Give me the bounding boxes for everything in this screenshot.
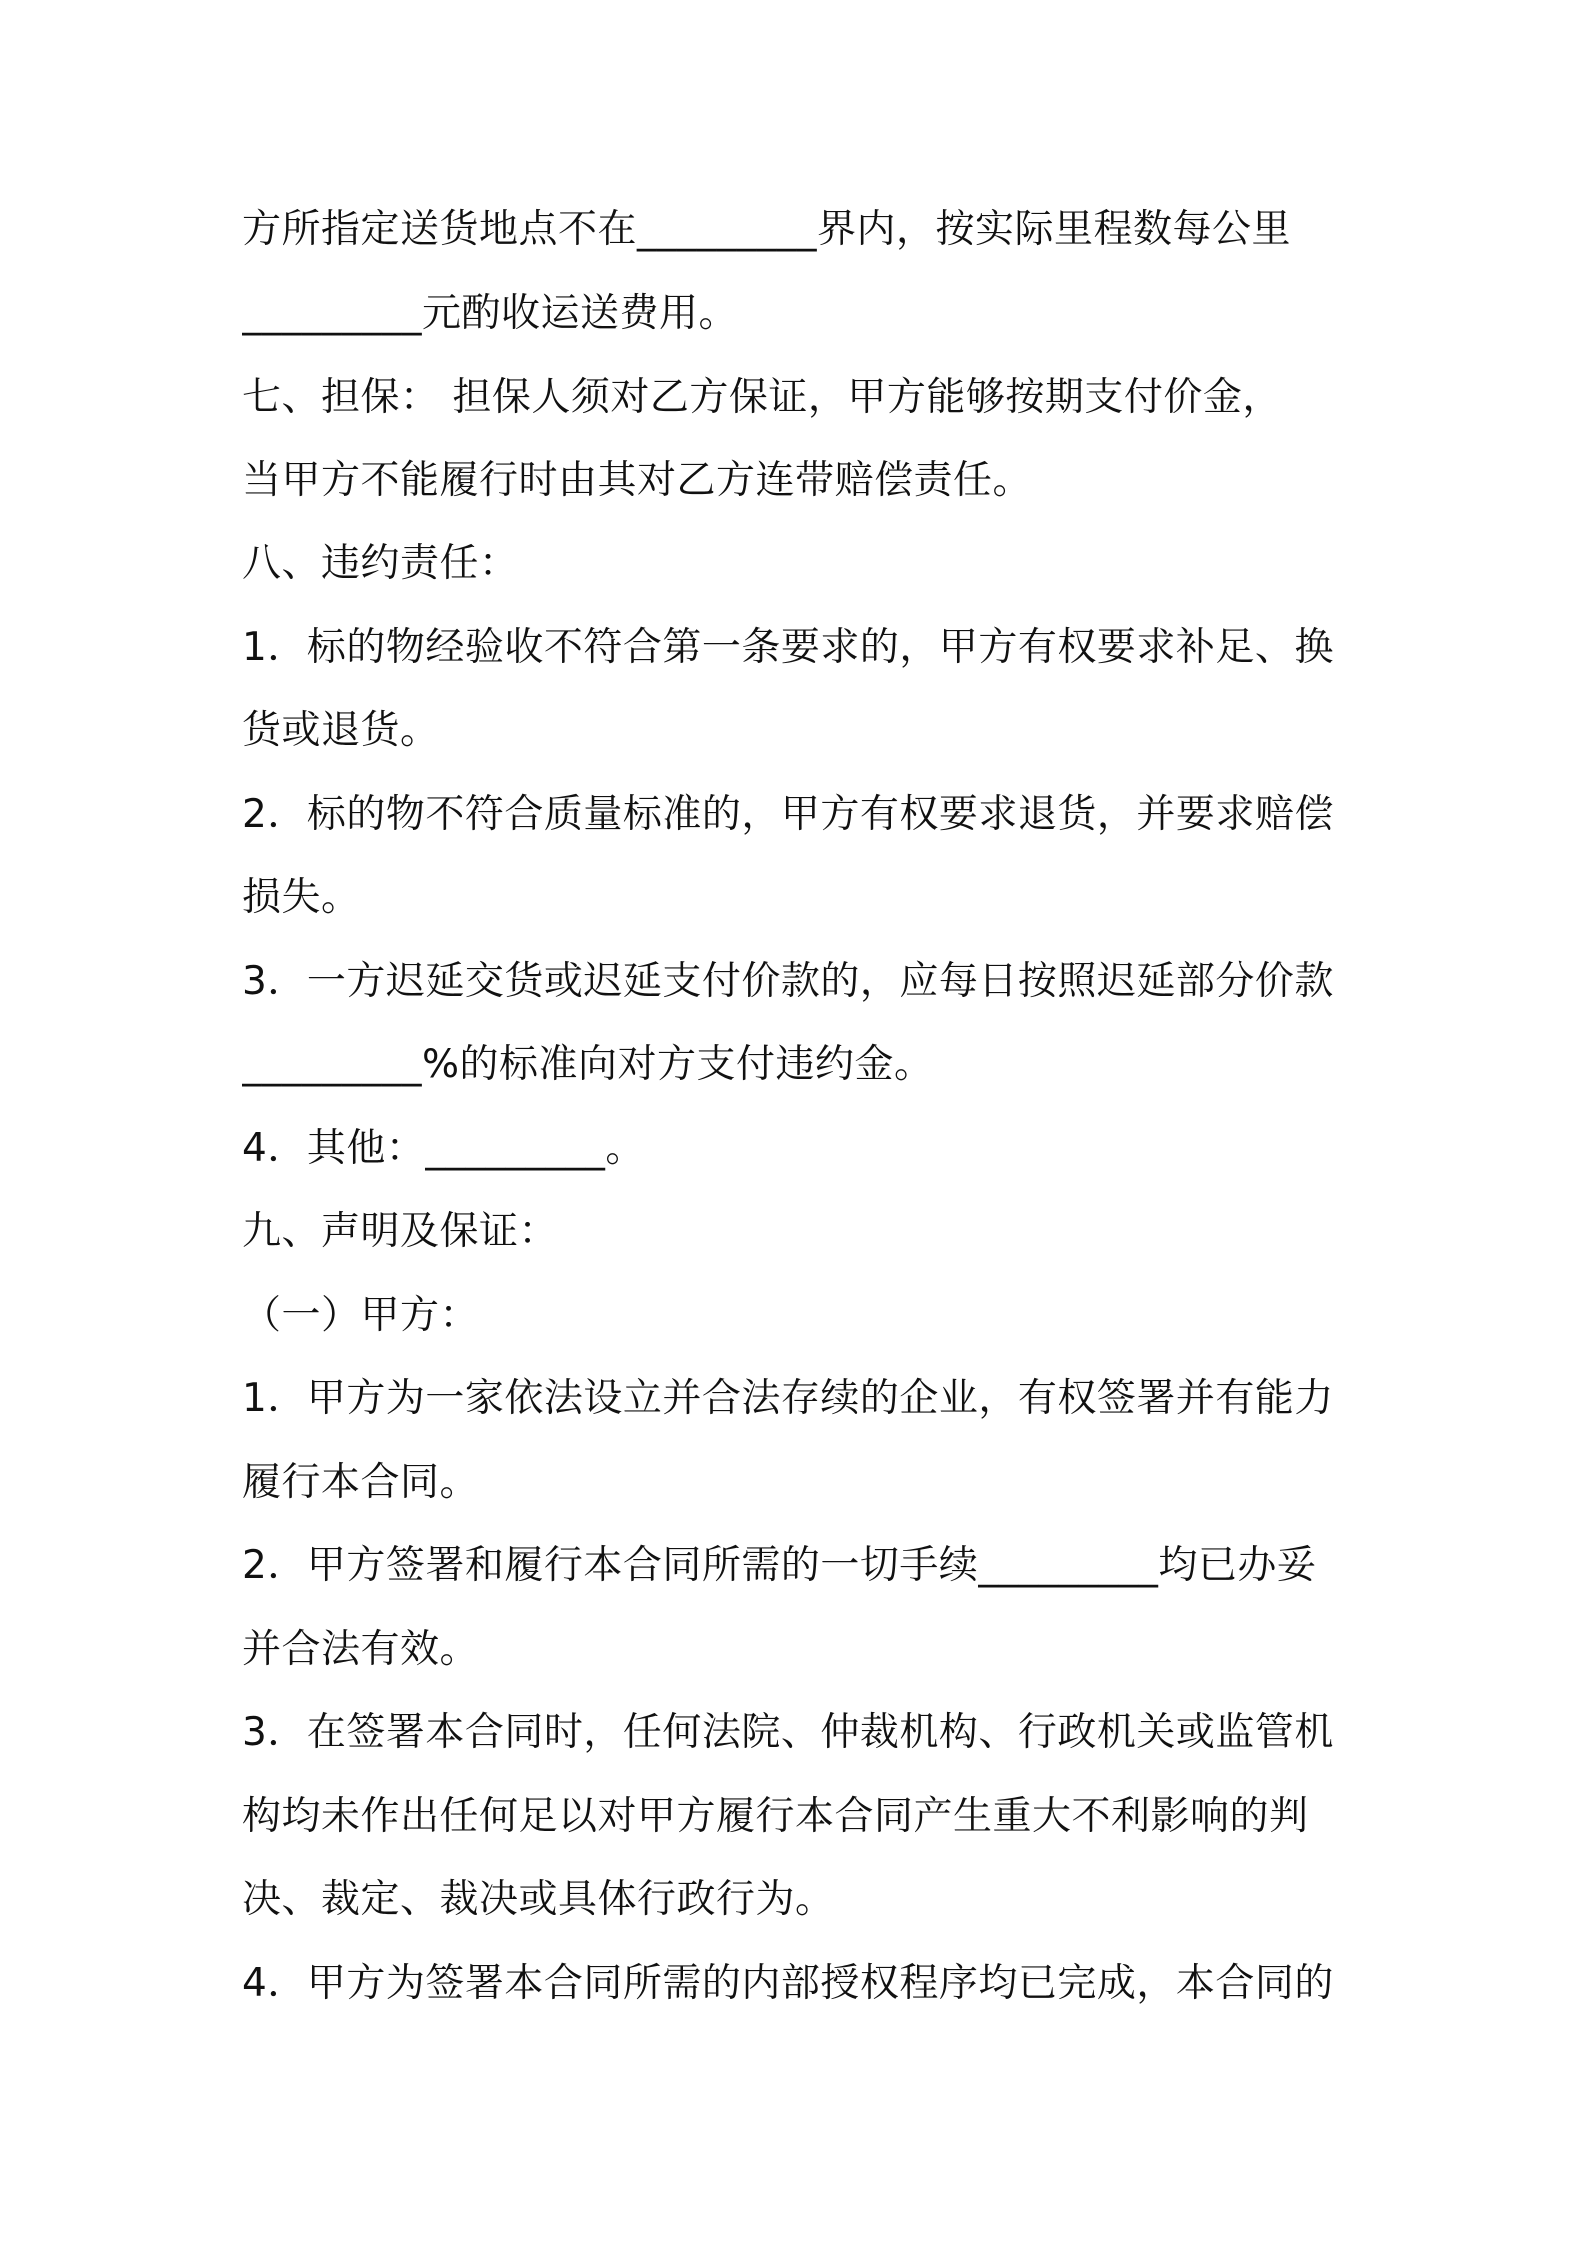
text-line: 1．标的物经验收不符合第一条要求的，甲方有权要求补足、换: [242, 625, 1334, 670]
text-line: 2．标的物不符合质量标准的，甲方有权要求退货，并要求赔偿: [242, 792, 1334, 837]
text-line: 2．甲方签署和履行本合同所需的一切手续_________均已办妥: [242, 1543, 1317, 1588]
text-line: 4．其他：_________。: [242, 1126, 645, 1171]
text-line: _________元酌收运送费用。: [242, 291, 739, 336]
text-line: 3．一方迟延交货或迟延支付价款的，应每日按照迟延部分价款: [242, 959, 1334, 1004]
text-line: 七、担保： 担保人须对乙方保证，甲方能够按期支付价金，: [242, 375, 1282, 420]
text-line: 构均未作出任何足以对甲方履行本合同产生重大不利影响的判: [242, 1794, 1309, 1839]
section-heading: 八、违约责任：: [242, 541, 519, 586]
text-line: 1．甲方为一家依法设立并合法存续的企业，有权签署并有能力: [242, 1376, 1334, 1421]
text-line: 货或退货。: [242, 708, 440, 753]
subsection-heading: （一）甲方：: [242, 1293, 480, 1338]
section-heading: 九、声明及保证：: [242, 1209, 559, 1254]
text-line: 4．甲方为签署本合同所需的内部授权程序均已完成，本合同的: [242, 1961, 1334, 2006]
text-line: 并合法有效。: [242, 1627, 480, 1672]
text-line: 方所指定送货地点不在_________界内，按实际里程数每公里: [242, 207, 1292, 252]
text-line: 损失。: [242, 875, 361, 920]
text-line: 决、裁定、裁决或具体行政行为。: [242, 1877, 835, 1922]
text-line: 3．在签署本合同时，任何法院、仲裁机构、行政机关或监管机: [242, 1710, 1334, 1755]
text-line: 履行本合同。: [242, 1460, 480, 1505]
text-line: _________%的标准向对方支付违约金。: [242, 1042, 934, 1087]
text-line: 当甲方不能履行时由其对乙方连带赔偿责任。: [242, 458, 1033, 503]
